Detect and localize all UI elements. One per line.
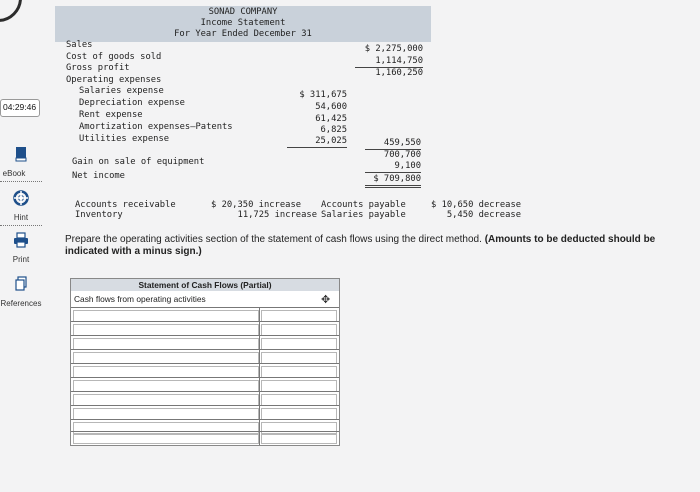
ap-value: $ 10,650 decrease <box>431 200 522 210</box>
printer-icon <box>13 232 29 248</box>
expense-value: 6,825 <box>320 125 347 135</box>
instructions <box>65 234 700 258</box>
gross-profit-value: 1,160,250 <box>375 68 423 78</box>
table-row <box>71 321 339 336</box>
expense-value: 25,025 <box>287 136 347 148</box>
expense-label: Depreciation expense <box>79 98 185 108</box>
sidebar-item-print[interactable] <box>0 232 42 264</box>
operating-expenses-label: Operating expenses <box>66 75 162 85</box>
table-row <box>71 349 339 364</box>
expense-value: $ 311,675 <box>299 90 347 100</box>
sp-label: Salaries payable <box>321 210 406 220</box>
add-row-icon[interactable]: ✥ <box>321 294 331 306</box>
income-statement <box>55 6 431 186</box>
table-row <box>71 391 339 406</box>
timer <box>0 99 40 117</box>
instructions-bold: (Amounts to be deducted should be indicated with a minus sign.) <box>65 234 656 257</box>
back-circle-icon[interactable] <box>0 0 22 22</box>
gain-label: Gain on sale of equipment <box>72 157 205 167</box>
sidebar <box>0 0 46 492</box>
cogs-label: Cost of goods sold <box>66 52 162 62</box>
sp-value: 5,450 decrease <box>446 210 521 220</box>
gain-value: 9,100 <box>365 161 421 173</box>
sidebar-item-references[interactable] <box>0 276 42 308</box>
sidebar-item-label: References <box>0 299 42 308</box>
table-row <box>71 377 339 392</box>
statement-title: Income Statement <box>200 18 286 28</box>
ap-label: Accounts payable <box>321 200 406 210</box>
lifebuoy-icon <box>13 190 29 206</box>
expense-value: 61,425 <box>315 114 347 124</box>
statement-title-block <box>55 7 431 40</box>
statement-period: For Year Ended December 31 <box>174 29 312 39</box>
timer-text: 04:29:46 <box>3 102 37 112</box>
total-expenses-value: 459,550 <box>365 138 421 150</box>
company-name: SONAD COMPANY <box>208 7 278 17</box>
expense-label: Utilities expense <box>79 134 170 144</box>
expense-label: Amortization expenses—Patents <box>79 122 233 132</box>
sidebar-item-label: Hint <box>13 213 29 222</box>
cogs-value: 1,114,750 <box>355 56 423 68</box>
balance-changes <box>75 200 535 224</box>
sidebar-item-ebook[interactable] <box>0 146 42 178</box>
expense-label: Rent expense <box>79 110 143 120</box>
description-input[interactable] <box>73 434 259 444</box>
references-icon <box>13 276 29 292</box>
table-row <box>71 431 339 444</box>
net-income-label: Net income <box>72 171 125 181</box>
table-row <box>71 307 339 322</box>
inventory-value: 11,725 increase <box>237 210 317 220</box>
gross-profit-label: Gross profit <box>66 63 130 73</box>
sales-label: Sales <box>66 40 93 50</box>
book-icon <box>13 146 29 162</box>
divider <box>0 181 42 182</box>
inventory-label: Inventory <box>75 210 123 220</box>
sales-value: $ 2,275,000 <box>364 44 423 54</box>
table-row <box>71 335 339 350</box>
subtotal-value: 700,700 <box>383 150 421 160</box>
sidebar-item-hint[interactable] <box>0 190 42 222</box>
sidebar-item-label: Print <box>12 255 30 264</box>
net-income-value: $ 709,800 <box>365 174 421 188</box>
expense-label: Salaries expense <box>79 86 164 96</box>
ar-value: $ 20,350 increase <box>211 200 302 210</box>
table-row <box>71 405 339 420</box>
table-title: Statement of Cash Flows (Partial) <box>71 279 339 291</box>
divider <box>0 225 42 226</box>
amount-input[interactable] <box>261 434 337 444</box>
section-label: Cash flows from operating activities <box>74 294 206 304</box>
ar-label: Accounts receivable <box>75 200 176 210</box>
expense-value: 54,600 <box>315 102 347 112</box>
instructions-text: Prepare the operating activities section of the statement of cash flows using the direct method. <box>65 234 482 245</box>
table-row <box>71 363 339 378</box>
sidebar-item-label: eBook <box>2 169 26 178</box>
cash-flow-table <box>70 278 340 446</box>
